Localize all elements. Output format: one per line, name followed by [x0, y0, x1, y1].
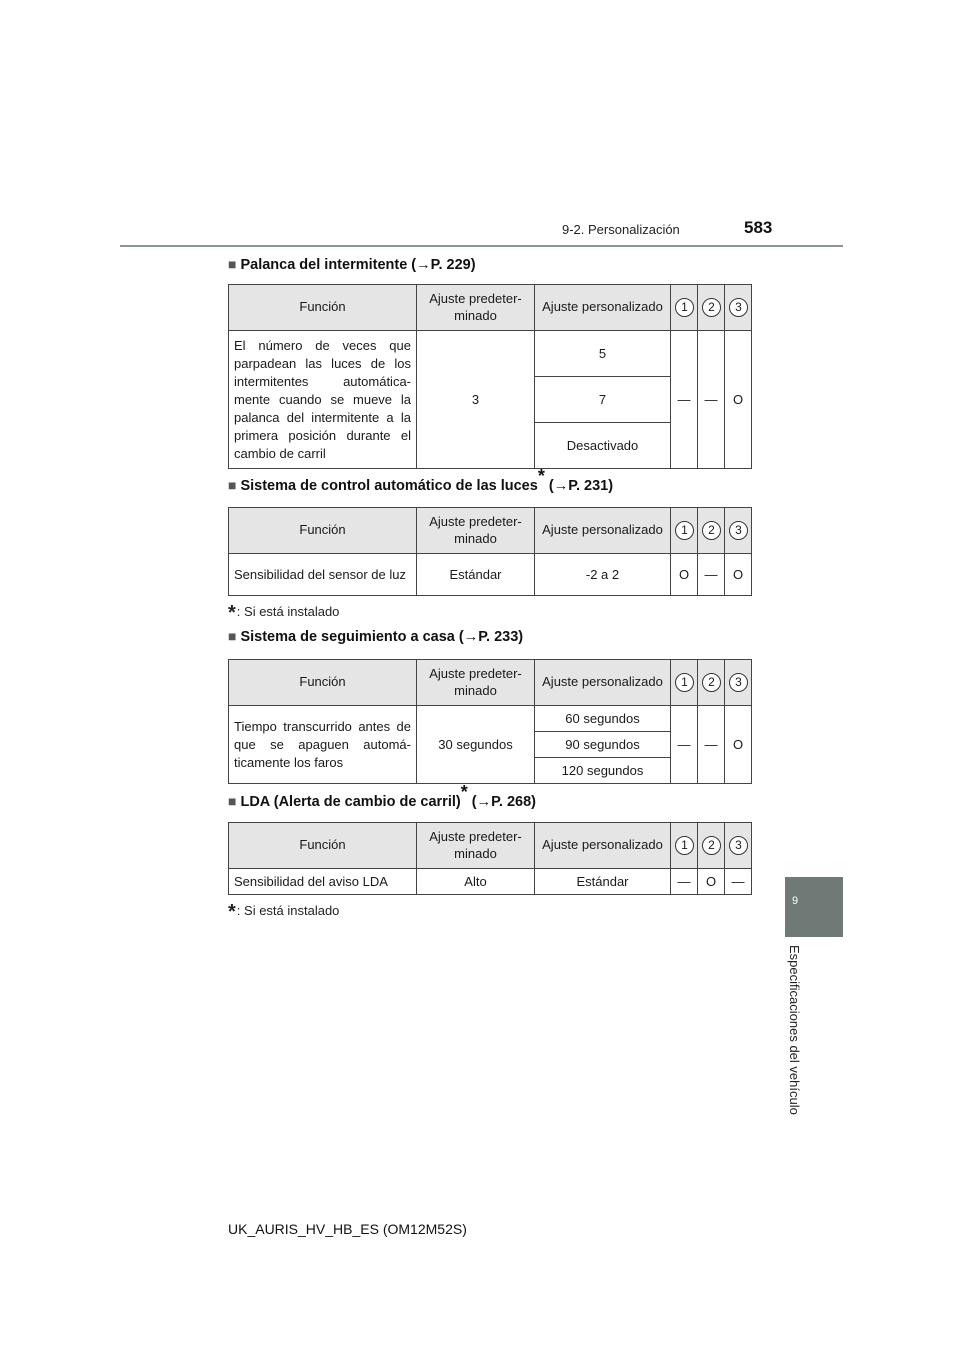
circled-number-2: 2	[702, 298, 721, 317]
default-value: Estándar	[417, 554, 535, 596]
circled-number-1: 1	[675, 673, 694, 692]
default-value: 30 segundos	[417, 706, 535, 784]
square-bullet-icon: ■	[228, 477, 237, 493]
col-header-funcion: Función	[229, 285, 417, 331]
option-value: 60 segundos	[535, 706, 671, 732]
mark-2: —	[698, 706, 725, 784]
option-value: 5	[535, 331, 671, 377]
footnote: *: Si está instalado	[228, 602, 340, 624]
function-description: Sensibilidad del sensor de luz	[229, 554, 417, 596]
col-header-1	[671, 660, 698, 706]
default-value: 3	[417, 331, 535, 469]
section-title-follow-me-home: ■ Sistema de seguimiento a casa (→P. 233)	[228, 628, 524, 645]
arrow-icon: →	[553, 478, 569, 494]
col-header-funcion: Función	[229, 823, 417, 869]
col-header-2	[698, 508, 725, 554]
col-header-custom: Ajuste personalizado	[535, 285, 671, 331]
function-description: El número de veces que parpadean las luces de los intermitentes automática-mente cuando se mueve la palanca del intermitente a la primera posición durante el cambio de carril	[229, 331, 417, 469]
circled-number-2: 2	[702, 673, 721, 692]
mark-3: O	[725, 554, 752, 596]
col-header-1	[671, 823, 698, 869]
col-header-3	[725, 285, 752, 331]
function-description: Tiempo transcurrido antes de que se apaguen automá-ticamente los faros	[229, 706, 417, 784]
section-title-turn-signal: ■ Palanca del intermitente (→P. 229)	[228, 256, 476, 273]
header-divider	[120, 245, 843, 247]
circled-number-2: 2	[702, 521, 721, 540]
option-value: Estándar	[535, 869, 671, 895]
mark-1: O	[671, 554, 698, 596]
col-header-3	[725, 508, 752, 554]
col-header-2	[698, 285, 725, 331]
col-header-default: Ajuste predeter-minado	[417, 823, 535, 869]
document-code: UK_AURIS_HV_HB_ES (OM12M52S)	[228, 1221, 467, 1237]
follow-me-home-table	[228, 659, 752, 784]
mark-1: —	[671, 869, 698, 895]
auto-lights-table	[228, 507, 752, 596]
chapter-label: Especificaciones del vehículo	[787, 945, 802, 1115]
option-value: -2 a 2	[535, 554, 671, 596]
circled-number-1: 1	[675, 521, 694, 540]
default-value: Alto	[417, 869, 535, 895]
col-header-default: Ajuste predeter-minado	[417, 508, 535, 554]
col-header-1	[671, 285, 698, 331]
section-title-lda: ■ LDA (Alerta de cambio de carril)* (→P. 268)	[228, 782, 536, 810]
col-header-3	[725, 660, 752, 706]
mark-3: O	[725, 331, 752, 469]
section-header: 9-2. Personalización	[562, 222, 680, 237]
square-bullet-icon: ■	[228, 793, 237, 809]
arrow-icon: →	[416, 257, 431, 273]
mark-2: —	[698, 554, 725, 596]
mark-1: —	[671, 331, 698, 469]
option-value: 120 segundos	[535, 758, 671, 784]
col-header-1	[671, 508, 698, 554]
circled-number-3: 3	[729, 673, 748, 692]
mark-1: —	[671, 706, 698, 784]
col-header-3	[725, 823, 752, 869]
option-value: 7	[535, 377, 671, 423]
arrow-icon: →	[476, 794, 492, 810]
mark-3: O	[725, 706, 752, 784]
lda-table	[228, 822, 752, 895]
circled-number-3: 3	[729, 836, 748, 855]
circled-number-3: 3	[729, 298, 748, 317]
circled-number-1: 1	[675, 836, 694, 855]
circled-number-1: 1	[675, 298, 694, 317]
chapter-number: 9	[791, 895, 799, 907]
col-header-custom: Ajuste personalizado	[535, 660, 671, 706]
page-number: 583	[744, 218, 773, 237]
square-bullet-icon: ■	[228, 628, 237, 644]
mark-3: —	[725, 869, 752, 895]
option-value: 90 segundos	[535, 732, 671, 758]
chapter-tab	[785, 877, 843, 937]
col-header-custom: Ajuste personalizado	[535, 823, 671, 869]
arrow-icon: →	[463, 629, 479, 645]
col-header-2	[698, 823, 725, 869]
col-header-2	[698, 660, 725, 706]
col-header-funcion: Función	[229, 660, 417, 706]
section-title-auto-lights: ■ Sistema de control automático de las luces* (→P. 231)	[228, 466, 614, 494]
turn-signal-table	[228, 284, 752, 469]
footnote: *: Si está instalado	[228, 901, 340, 923]
mark-2: —	[698, 331, 725, 469]
mark-2: O	[698, 869, 725, 895]
col-header-custom: Ajuste personalizado	[535, 508, 671, 554]
circled-number-2: 2	[702, 836, 721, 855]
col-header-funcion: Función	[229, 508, 417, 554]
function-description: Sensibilidad del aviso LDA	[229, 869, 417, 895]
square-bullet-icon: ■	[228, 256, 237, 272]
circled-number-3: 3	[729, 521, 748, 540]
col-header-default: Ajuste predeter-minado	[417, 660, 535, 706]
option-value: Desactivado	[535, 423, 671, 469]
col-header-default: Ajuste predeter-minado	[417, 285, 535, 331]
